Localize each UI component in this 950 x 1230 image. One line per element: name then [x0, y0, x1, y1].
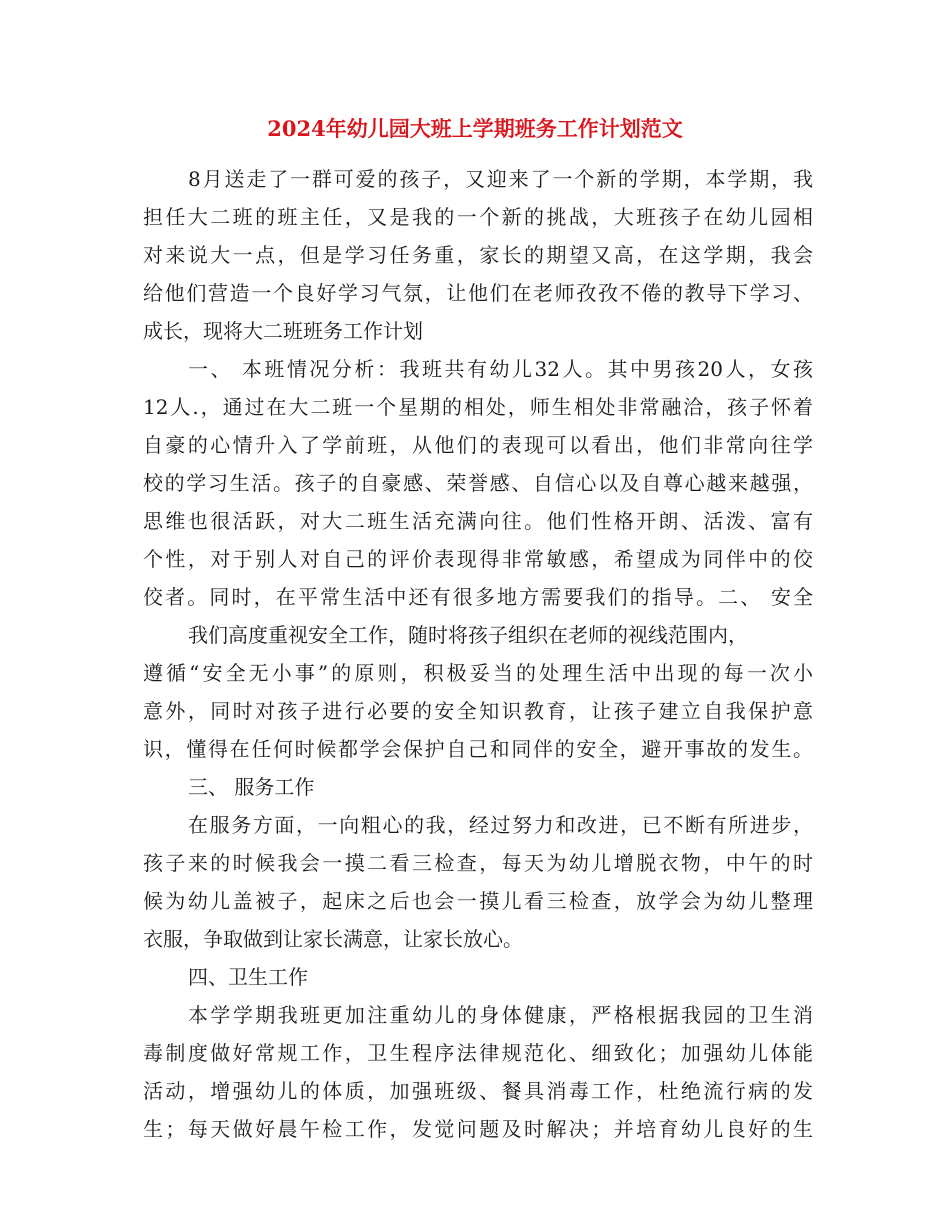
text-line: 活动，增强幼儿的体质，加强班级、餐具消毒工作，杜绝流行病的发: [143, 1079, 813, 1103]
text-line: 三、 服务工作: [188, 775, 315, 799]
text-line: 识，懂得在任何时候都学会保护自己和同伴的安全，避开事故的发生。: [143, 737, 813, 761]
text-line: 本学学期我班更加注重幼儿的身体健康，严格根据我园的卫生消: [188, 1003, 813, 1027]
text-line: 对来说大一点，但是学习任务重，家长的期望又高，在这学期，我会: [143, 243, 813, 267]
document-title: 2024年幼儿园大班上学期班务工作计划范文: [267, 116, 683, 141]
text-line: 12人.，通过在大二班一个星期的相处，师生相处非常融洽，孩子怀着: [143, 395, 813, 419]
text-line: 毒制度做好常规工作，卫生程序法律规范化、细致化；加强幼儿体能: [143, 1041, 813, 1065]
text-line: 个性，对于别人对自己的评价表现得非常敏感，希望成为同伴中的佼: [143, 547, 813, 571]
text-line: 在服务方面，一向粗心的我，经过努力和改进，已不断有所进步，: [188, 813, 813, 837]
text-line: 思维也很活跃，对大二班生活充满向往。他们性格开朗、活泼、富有: [143, 509, 813, 533]
text-line: 生；每天做好晨午检工作，发觉问题及时解决；并培育幼儿良好的生: [143, 1117, 813, 1141]
text-line: 担任大二班的班主任，又是我的一个新的挑战，大班孩子在幼儿园相: [143, 205, 813, 229]
text-line: 意外，同时对孩子进行必要的安全知识教育，让孩子建立自我保护意: [143, 699, 813, 723]
text-line: 孩子来的时候我会一摸二看三检查，每天为幼儿增脱衣物，中午的时: [143, 851, 813, 875]
document-body: [143, 160, 813, 1148]
text-line: 佼者。同时，在平常生活中还有很多地方需要我们的指导。二、 安全: [143, 585, 813, 609]
text-line: 8月送走了一群可爱的孩子，又迎来了一个新的学期，本学期，我: [188, 167, 813, 191]
text-line: 一、 本班情况分析：我班共有幼儿32人。其中男孩20人，女孩: [188, 357, 813, 381]
text-line: 给他们营造一个良好学习气氛，让他们在老师孜孜不倦的教导下学习、: [143, 281, 813, 305]
text-line: 四、卫生工作: [188, 965, 308, 989]
text-line: 衣服，争取做到让家长满意，让家长放心。: [143, 927, 523, 951]
text-line: 成长，现将大二班班务工作计划: [143, 319, 423, 343]
text-line: 自豪的心情升入了学前班，从他们的表现可以看出，他们非常向往学: [143, 433, 813, 457]
text-line: 遵循“安全无小事”的原则，积极妥当的处理生活中出现的每一次小: [143, 661, 813, 685]
text-line: 校的学习生活。孩子的自豪感、荣誉感、自信心以及自尊心越来越强，: [143, 471, 813, 495]
text-line: 我们高度重视安全工作，随时将孩子组织在老师的视线范围内，: [188, 623, 748, 647]
text-line: 候为幼儿盖被子，起床之后也会一摸儿看三检查，放学会为幼儿整理: [143, 889, 813, 913]
